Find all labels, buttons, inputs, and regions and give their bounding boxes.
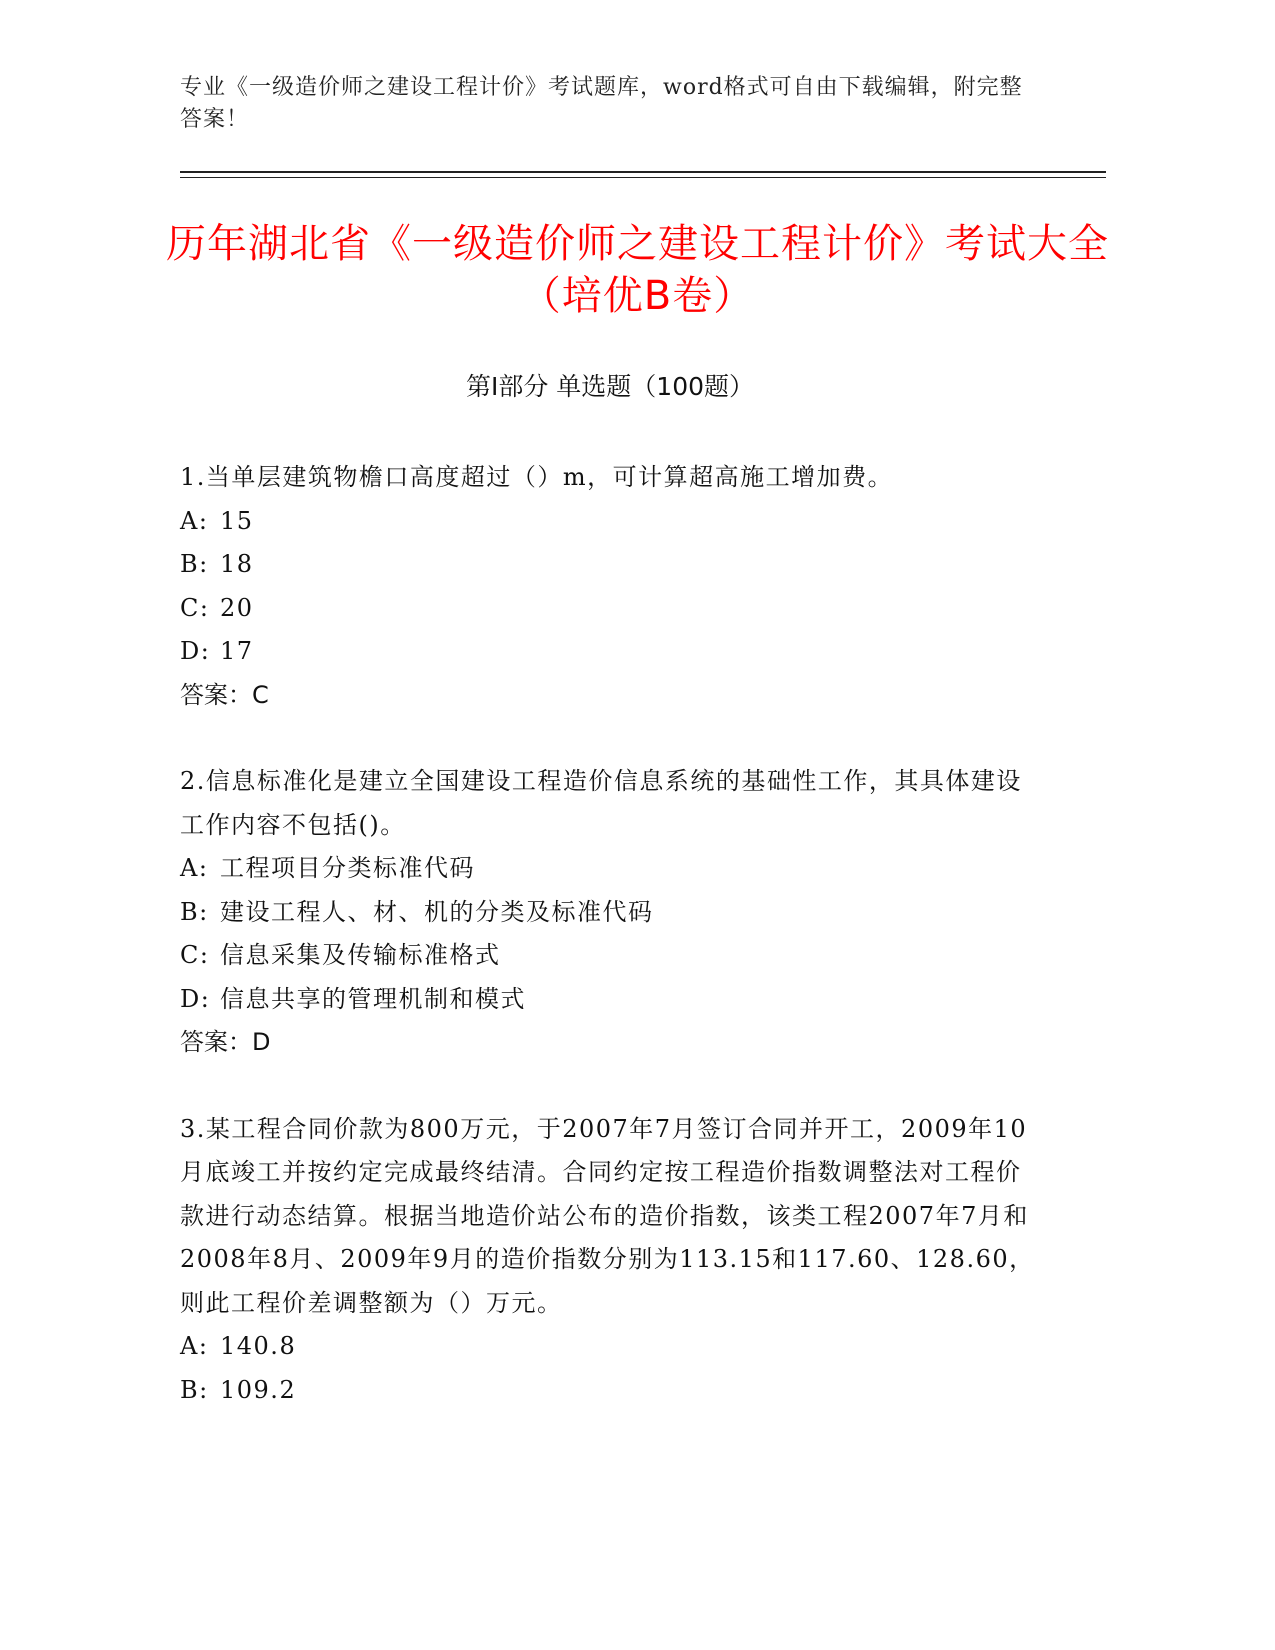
- section-title: 第I部分 单选题（100题）: [465, 372, 755, 401]
- question-stem: 1.当单层建筑物檐口高度超过（）m，可计算超高施工增加费。: [180, 463, 894, 491]
- option-text: 20: [220, 593, 254, 622]
- option-b: [180, 1369, 1040, 1413]
- option-text: 18: [220, 550, 254, 578]
- option-text: 信息共享的管理机制和模式: [220, 984, 526, 1013]
- option-b: [180, 543, 1040, 587]
- option-a: [180, 500, 1040, 544]
- option-d: [180, 630, 1040, 674]
- option-label: A:: [180, 854, 209, 882]
- option-text: 工程项目分类标准代码: [220, 854, 475, 882]
- question-3: [180, 1108, 1040, 1413]
- option-text: 140.8: [220, 1332, 297, 1360]
- header-divider-thin: [180, 177, 1106, 178]
- question-2: [180, 760, 1040, 1065]
- option-label: B:: [180, 897, 209, 926]
- option-text: 15: [220, 506, 254, 535]
- option-b: [180, 891, 1040, 935]
- option-text: 建设工程人、材、机的分类及标准代码: [220, 897, 654, 926]
- question-1: [180, 456, 1040, 717]
- option-label: A:: [180, 1332, 209, 1360]
- option-d: [180, 978, 1040, 1022]
- question-stem: 3.某工程合同价款为800万元，于2007年7月签订合同并开工，2009年10月底竣工并按约定完成最终结清。合同约定按工程造价指数调整法对工程价款进行动态结算。根据当地造价站公布的造价指数，该类工程2007年7月和2008年8月、2009年9月的造价指数分别为113.15和117.60、128.60，则此工程价差调整额为（）万元。: [180, 1114, 1035, 1317]
- option-text: 17: [220, 637, 254, 665]
- document-title: 历年湖北省《一级造价师之建设工程计价》考试大全（培优B卷）: [166, 221, 1109, 319]
- option-label: D:: [180, 984, 211, 1013]
- option-a: [180, 847, 1040, 891]
- option-c: [180, 587, 1040, 631]
- question-list: [180, 456, 1040, 1455]
- answer: 答案：D: [180, 1028, 271, 1056]
- option-a: [180, 1325, 1040, 1369]
- option-label: D:: [180, 637, 211, 665]
- header-note: 专业《一级造价师之建设工程计价》考试题库，word格式可自由下载编辑，附完整答案！: [180, 75, 1023, 132]
- option-text: 信息采集及传输标准格式: [220, 941, 501, 969]
- option-label: C:: [180, 593, 210, 622]
- option-label: C:: [180, 941, 210, 969]
- option-label: A:: [180, 506, 209, 535]
- option-label: B:: [180, 1375, 209, 1404]
- answer: 答案：C: [180, 680, 269, 709]
- question-stem: 2.信息标准化是建立全国建设工程造价信息系统的基础性工作，其具体建设工作内容不包括()。: [180, 767, 1022, 839]
- option-c: [180, 934, 1040, 978]
- header-divider-thick: [180, 171, 1106, 173]
- option-label: B:: [180, 550, 209, 578]
- option-text: 109.2: [220, 1375, 297, 1404]
